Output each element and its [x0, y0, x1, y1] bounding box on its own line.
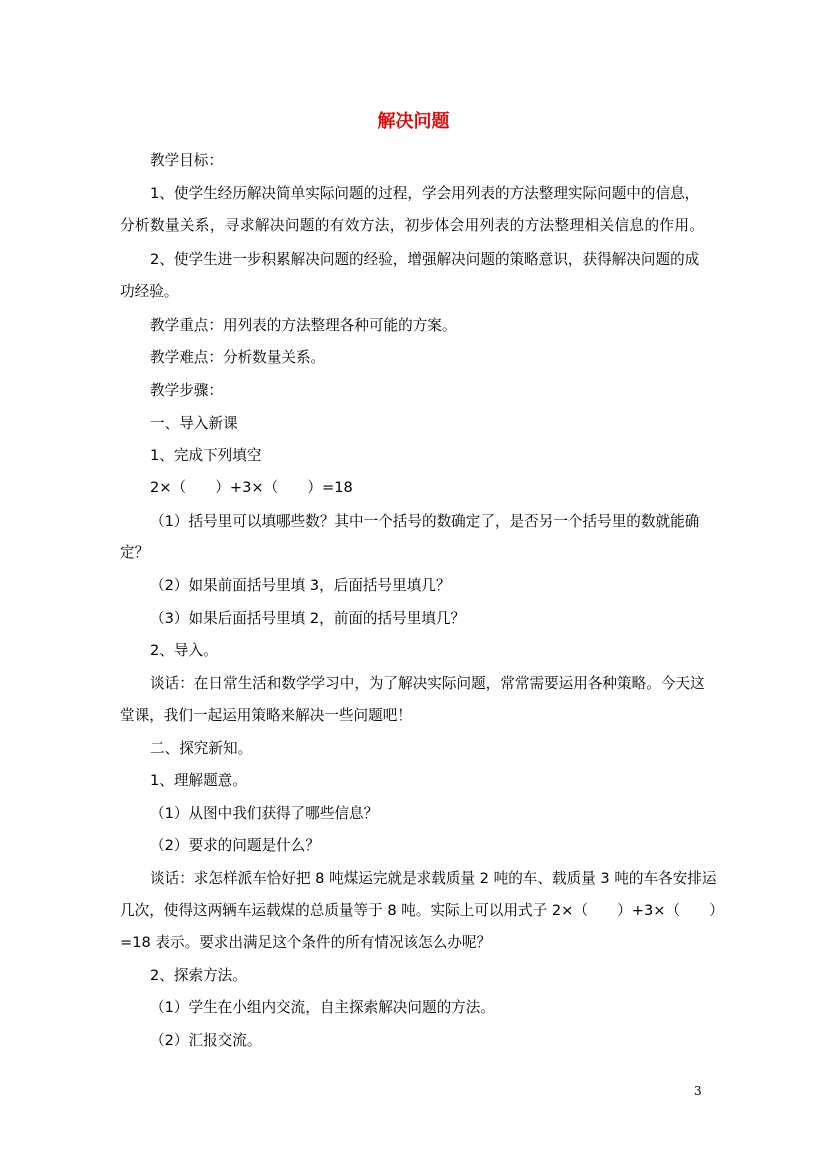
question-2: （2）如果前面括号里填 3，后面括号里填几？ — [150, 577, 451, 594]
paragraph-report: （2）汇报交流。 — [150, 1032, 262, 1049]
paragraph-talk-2-line-1: 谈话：求怎样派车恰好把 8 吨煤运完就是求载质量 2 吨的车、载质量 3 吨的车各安排运 — [150, 870, 717, 887]
equation-line: 2×（ ）+3×（ ）=18 — [150, 479, 353, 496]
document-title: 解决问题 — [377, 111, 450, 132]
paragraph-objective-2-line-2: 功经验。 — [120, 283, 179, 300]
paragraph-introduction: 2、导入。 — [150, 642, 218, 659]
paragraph-talk-1-line-2: 堂课，我们一起运用策略来解决一些问题吧！ — [120, 707, 412, 724]
paragraph-talk-2-line-2: 几次，使得这两辆车运载煤的总质量等于 8 吨。实际上可以用式子 2×（ ）+3×（ ） — [120, 902, 724, 919]
paragraph-group-discussion: （1）学生在小组内交流，自主探索解决问题的方法。 — [150, 999, 495, 1016]
section-heading-intro: 一、导入新课 — [150, 415, 238, 432]
paragraph-objective-2-line-1: 2、使学生进一步积累解决问题的经验，增强解决问题的策略意识，获得解决问题的成 — [150, 251, 700, 268]
question-1-line-2: 定？ — [120, 544, 150, 561]
question-3: （3）如果后面括号里填 2，前面的括号里填几？ — [150, 610, 466, 627]
paragraph-fill-blanks: 1、完成下列填空 — [150, 447, 262, 464]
page-number: 3 — [694, 1084, 702, 1098]
paragraph-talk-2-line-3: =18 表示。要求出满足这个条件的所有情况该怎么办呢？ — [120, 934, 492, 951]
paragraph-steps-heading: 教学步骤： — [150, 382, 223, 399]
question-goal: （2）要求的问题是什么？ — [150, 837, 320, 854]
question-info: （1）从图中我们获得了哪些信息？ — [150, 805, 379, 822]
paragraph-explore-method: 2、探索方法。 — [150, 967, 247, 984]
question-1-line-1: （1）括号里可以填哪些数？其中一个括号的数确定了，是否另一个括号里的数就能确 — [150, 513, 700, 530]
paragraph-objective-1-line-2: 分析数量关系，寻求解决问题的有效方法，初步体会用列表的方法整理相关信息的作用。 — [120, 217, 704, 234]
paragraph-key-point: 教学重点：用列表的方法整理各种可能的方案。 — [150, 317, 457, 334]
paragraph-difficult-point: 教学难点：分析数量关系。 — [150, 349, 326, 366]
paragraph-objective-1-line-1: 1、使学生经历解决简单实际问题的过程，学会用列表的方法整理实际问题中的信息， — [150, 185, 700, 202]
paragraph-understand: 1、理解题意。 — [150, 772, 247, 789]
paragraph-objectives-heading: 教学目标： — [150, 152, 223, 169]
section-heading-explore: 二、探究新知。 — [150, 740, 253, 757]
paragraph-talk-1-line-1: 谈话：在日常生活和数学学习中，为了解决实际问题，常常需要运用各种策略。今天这 — [150, 675, 705, 692]
